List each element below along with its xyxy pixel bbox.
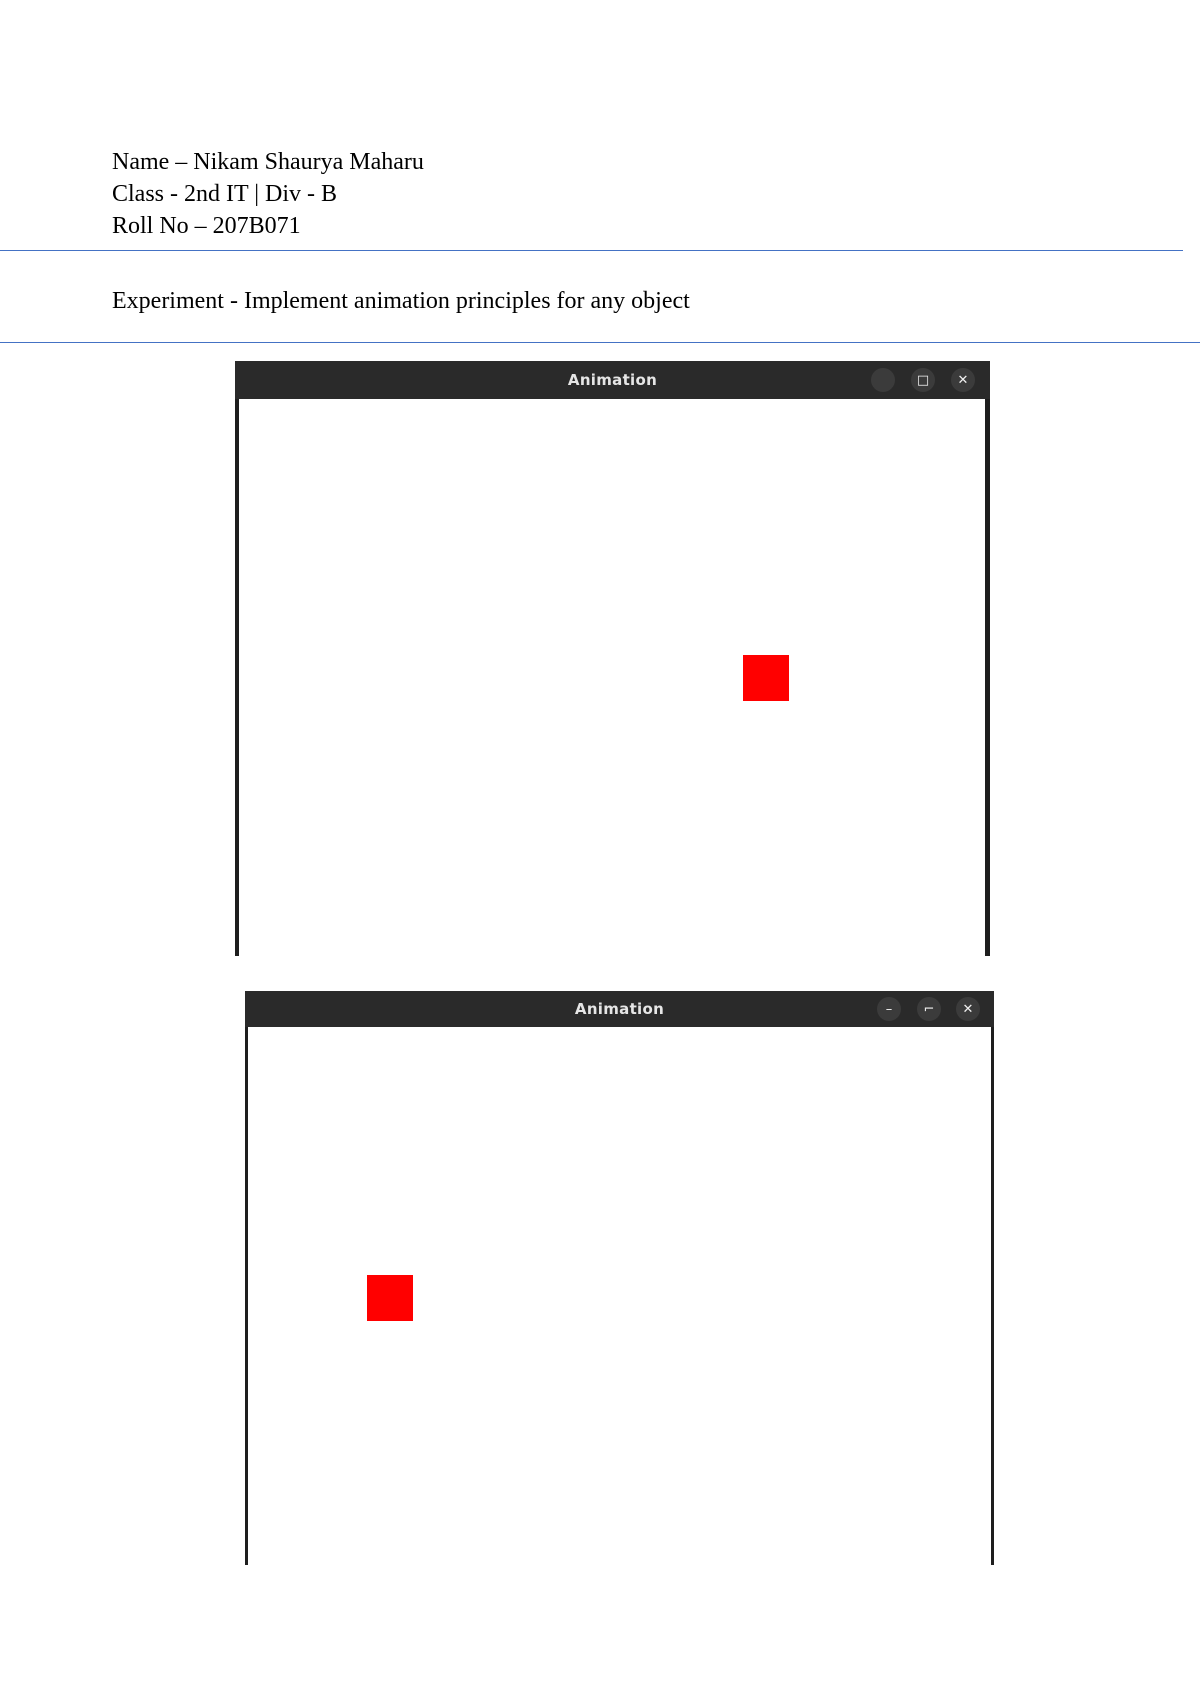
divider-bottom — [0, 342, 1200, 343]
animation-window-2 — [245, 991, 994, 1565]
minimize-button[interactable] — [871, 368, 895, 392]
red-square — [367, 1275, 413, 1321]
divider-top — [0, 250, 1183, 251]
student-name: Name – Nikam Shaurya Maharu — [112, 149, 424, 175]
animation-canvas[interactable] — [248, 1027, 991, 1565]
window-title: Animation — [574, 1000, 665, 1018]
animation-window-1 — [235, 361, 990, 956]
animation-canvas[interactable] — [239, 399, 985, 956]
student-roll-no: Roll No – 207B071 — [112, 213, 301, 239]
maximize-button[interactable]: □ — [911, 368, 935, 392]
window-titlebar[interactable] — [245, 991, 994, 1027]
window-title: Animation — [567, 371, 658, 389]
red-square — [743, 655, 789, 701]
window-titlebar[interactable] — [235, 361, 990, 399]
student-class: Class - 2nd IT | Div - B — [112, 181, 338, 207]
close-button[interactable]: ✕ — [956, 997, 980, 1021]
minimize-button[interactable]: – — [877, 997, 901, 1021]
close-button[interactable]: ✕ — [951, 368, 975, 392]
maximize-button[interactable]: ⌐ — [917, 997, 941, 1021]
experiment-title: Experiment - Implement animation principles for any object — [112, 288, 690, 314]
